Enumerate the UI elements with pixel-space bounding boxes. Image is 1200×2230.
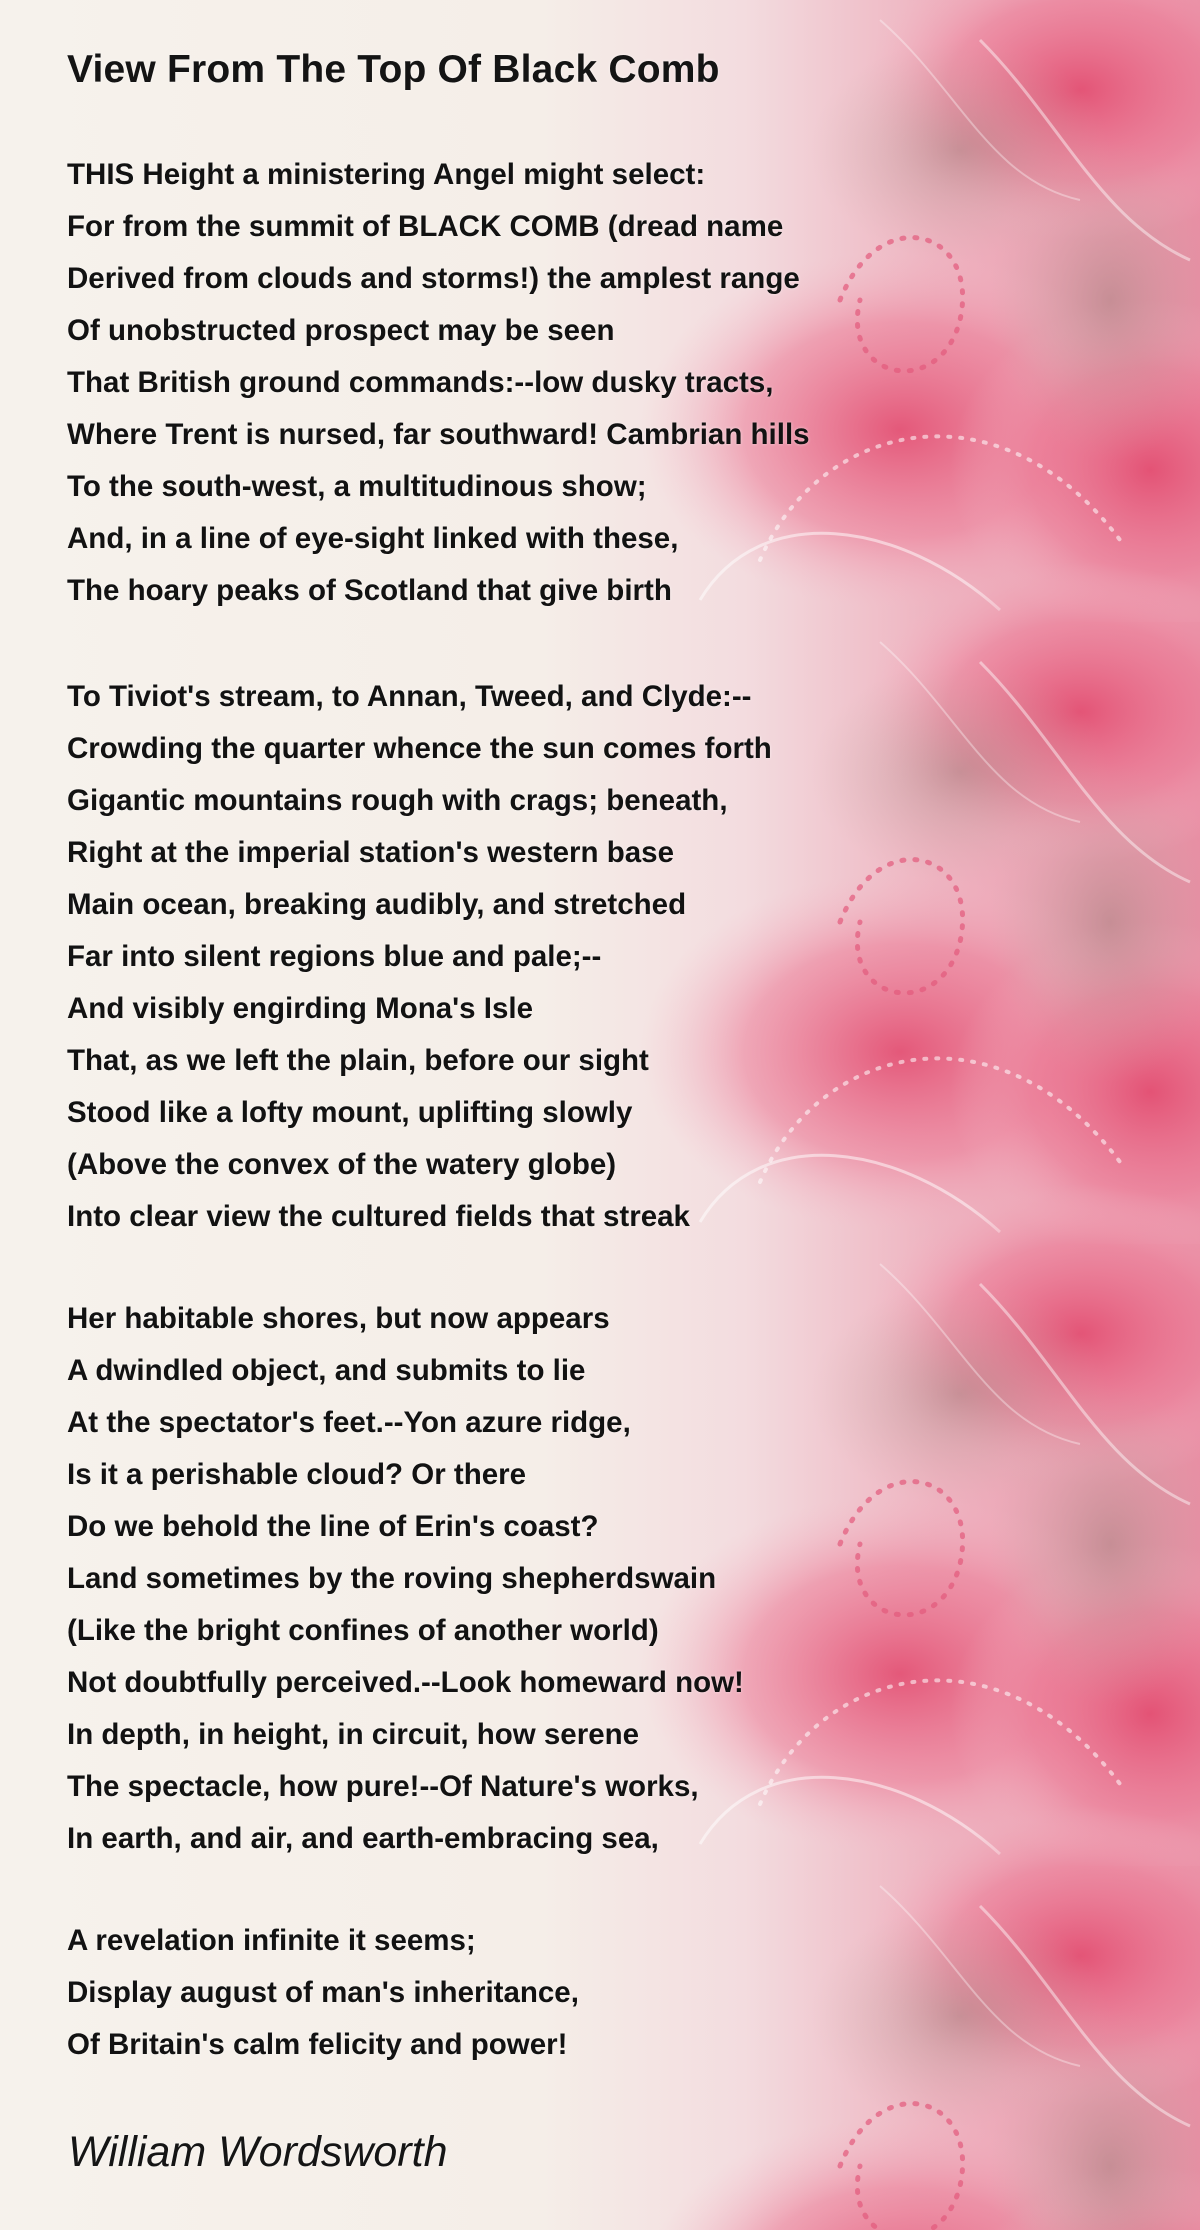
stanza-2 (67, 671, 772, 1243)
poem-line: That British ground commands:--low dusky tracts, (67, 366, 774, 399)
poem-line: Where Trent is nursed, far southward! Cambrian hills (67, 418, 810, 451)
poem-line: At the spectator's feet.--Yon azure ridge, (67, 1406, 631, 1439)
poem-line: A dwindled object, and submits to lie (67, 1354, 586, 1387)
poem-line: Do we behold the line of Erin's coast? (67, 1510, 599, 1543)
poem-line: The hoary peaks of Scotland that give birth (67, 574, 672, 607)
stanza-1 (67, 149, 810, 617)
poem-line: Main ocean, breaking audibly, and stretched (67, 888, 687, 921)
poem-line: The spectacle, how pure!--Of Nature's works, (67, 1770, 699, 1803)
poem-line: And, in a line of eye-sight linked with these, (67, 522, 679, 555)
poem-line: Of Britain's calm felicity and power! (67, 2028, 568, 2061)
poem-line: A revelation infinite it seems; (67, 1924, 476, 1957)
stanza-3 (67, 1293, 744, 1865)
poem-line: To Tiviot's stream, to Annan, Tweed, and Clyde:-- (67, 680, 752, 713)
poem-line: Gigantic mountains rough with crags; beneath, (67, 784, 728, 817)
poem-author: William Wordsworth (68, 2128, 448, 2176)
poem-line: (Like the bright confines of another world) (67, 1614, 659, 1647)
poem-line: Right at the imperial station's western base (67, 836, 674, 869)
poem-line: THIS Height a ministering Angel might select: (67, 158, 706, 191)
poem-line: Not doubtfully perceived.--Look homeward now! (67, 1666, 744, 1699)
poem-line: In depth, in height, in circuit, how serene (67, 1718, 640, 1751)
poem-line: Derived from clouds and storms!) the amplest range (67, 262, 800, 295)
poem-line: Stood like a lofty mount, uplifting slowly (67, 1096, 633, 1129)
poem-line: Land sometimes by the roving shepherdswain (67, 1562, 717, 1595)
poem-line: (Above the convex of the watery globe) (67, 1148, 617, 1181)
poem-line: Display august of man's inheritance, (67, 1976, 579, 2009)
stanza-4 (67, 1915, 579, 2071)
poem-line: Into clear view the cultured fields that streak (67, 1200, 690, 1233)
poem-line: To the south-west, a multitudinous show; (67, 470, 647, 503)
poem-line: For from the summit of BLACK COMB (dread name (67, 210, 784, 243)
poem-line: Far into silent regions blue and pale;-- (67, 940, 602, 973)
poem-title: View From The Top Of Black Comb (67, 48, 720, 91)
poem-line: In earth, and air, and earth-embracing sea, (67, 1822, 659, 1855)
poem-line: Of unobstructed prospect may be seen (67, 314, 615, 347)
poem-line: Her habitable shores, but now appears (67, 1302, 610, 1335)
poem-line: And visibly engirding Mona's Isle (67, 992, 533, 1025)
poem-line: Crowding the quarter whence the sun comes forth (67, 732, 772, 765)
poem-line: That, as we left the plain, before our sight (67, 1044, 649, 1077)
poem-line: Is it a perishable cloud? Or there (67, 1458, 527, 1491)
